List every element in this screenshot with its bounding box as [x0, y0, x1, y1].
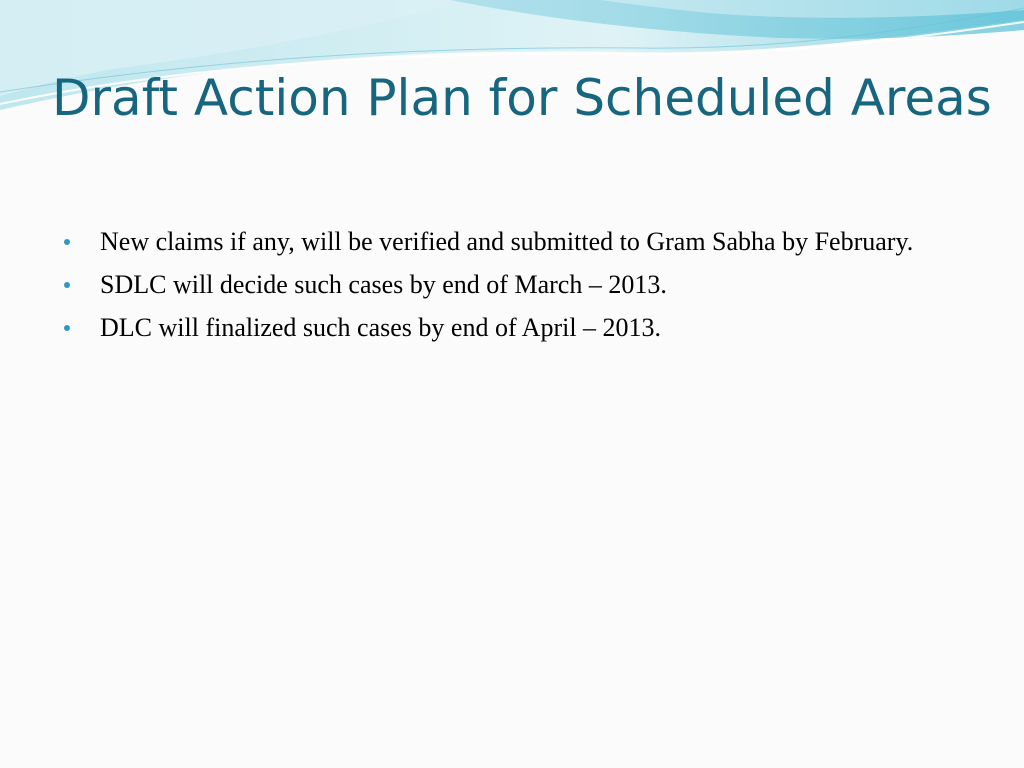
bullet-item	[64, 310, 984, 345]
bullet-item	[64, 267, 984, 302]
bullet-text: DLC will finalized such cases by end of April – 2013.	[100, 313, 662, 342]
bullet-dot-icon	[64, 282, 70, 288]
bullet-list	[64, 224, 984, 353]
bullet-dot-icon	[64, 239, 70, 245]
slide-title: Draft Action Plan for Scheduled Areas	[52, 69, 992, 127]
bullet-dot-icon	[64, 325, 70, 331]
bullet-item	[64, 224, 984, 259]
bullet-text: SDLC will decide such cases by end of March – 2013.	[100, 270, 667, 299]
bullet-text: New claims if any, will be verified and submitted to Gram Sabha by February.	[100, 227, 914, 256]
